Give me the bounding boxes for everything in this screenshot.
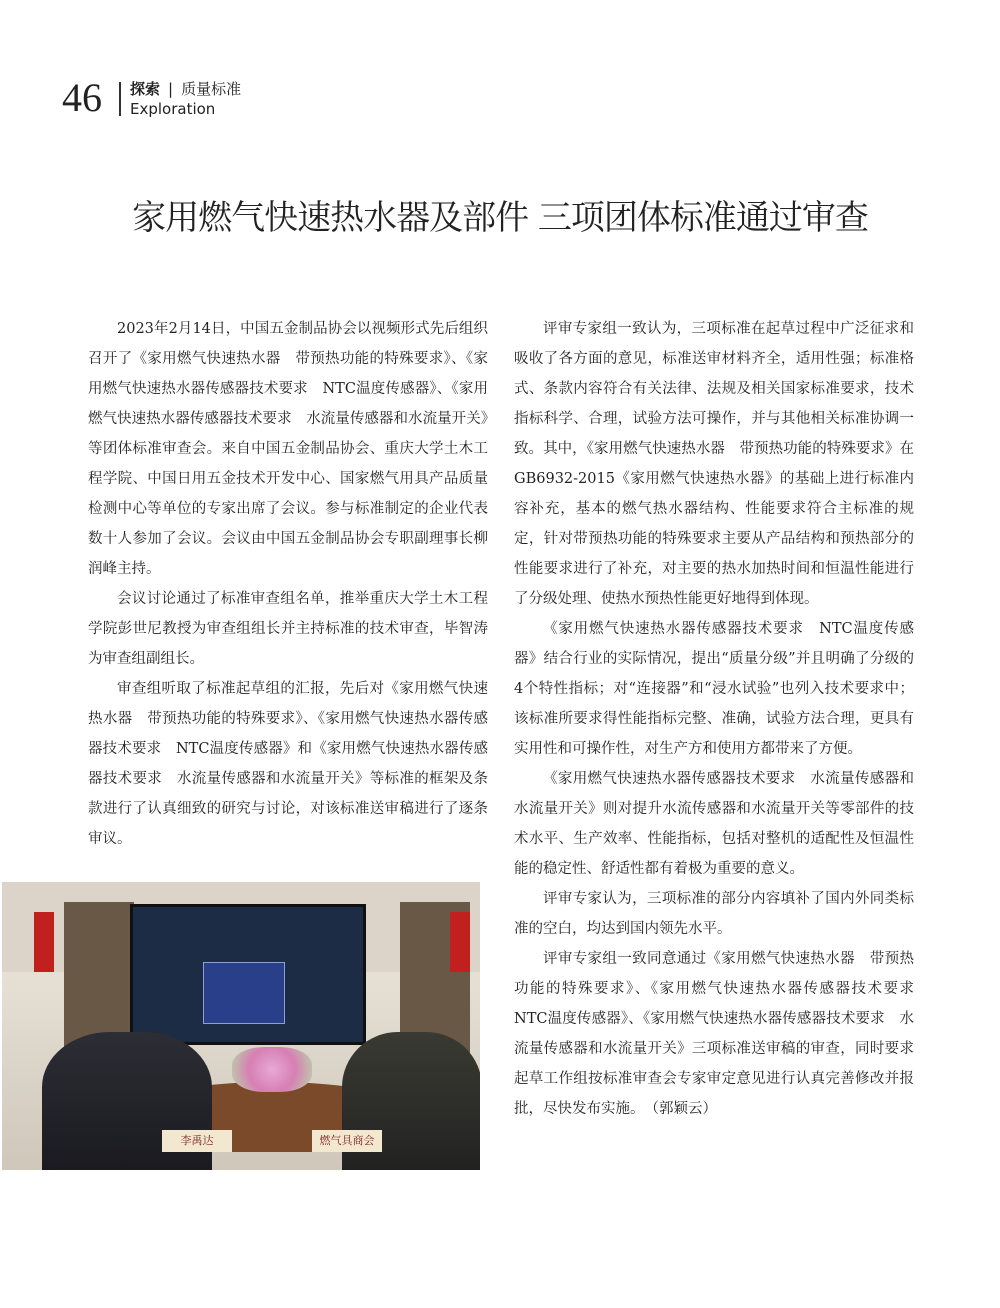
paragraph: 评审专家组一致认为，三项标准在起草过程中广泛征求和吸收了各方面的意见，标准送审材料齐全，适用性强；标准格式、条款内容符合有关法律、法规及相关国家标准要求，技术指标科学、合理，试验方法可操作，并与其他相关标准协调一致。其中，《家用燃气快速热水器 带预热功能的特殊要求》在GB6932-2015《家用燃气快速热水器》的基础上进行标准内容补充，基本的燃气热水器结构、性能要求符合主标准的规定，针对带预热功能的特殊要求主要从产品结构和预热部分的性能要求进行了补充，对主要的热水加热时间和恒温性能进行了分级处理、使热水预热性能更好地得到体现。: [514, 321, 914, 607]
subsection-name: 质量标准: [181, 80, 242, 98]
paragraph: 评审专家组一致同意通过《家用燃气快速热水器 带预热功能的特殊要求》、《家用燃气快速热水器传感器技术要求 NTC温度传感器》、《家用燃气快速热水器传感器技术要求 水流量传感器和水流量开关》三项标准送审稿的审查，同时要求起草工作组按标准审查会专家审定意见进行认真完善修改并报批，尽快发布实施。 （郭颖云）: [514, 951, 929, 1117]
screen-slide: [203, 962, 285, 1024]
paragraph: 评审专家认为，三项标准的部分内容填补了国内外同类标准的空白，均达到国内领先水平。: [514, 891, 914, 937]
flag-left: [34, 912, 54, 972]
section-name: 探索: [130, 80, 161, 98]
name-card: 燃气具商会: [312, 1130, 382, 1152]
flower-arrangement: [232, 1047, 312, 1092]
left-column: [88, 314, 488, 854]
header-divider: [119, 82, 121, 116]
video-screen: [130, 904, 366, 1045]
page-number: 46: [62, 75, 102, 120]
paragraph: 会议讨论通过了标准审查组名单，推举重庆大学土木工程学院彭世尼教授为审查组组长并主持标准的技术审查，毕智涛为审查组副组长。: [88, 591, 488, 667]
paragraph: 《家用燃气快速热水器传感器技术要求 水流量传感器和水流量开关》则对提升水流传感器和水流量开关等零部件的技术水平、生产效率、性能指标，包括对整机的适配性及恒温性能的稳定性、舒适性都有着极为重要的意义。: [514, 771, 914, 877]
paragraph: 《家用燃气快速热水器传感器技术要求 NTC温度传感器》结合行业的实际情况，提出“质量分级”并且明确了分级的4个特性指标；对“连接器”和“浸水试验”也列入技术要求中；该标准所要求得性能指标完整、准确，试验方法合理，更具有实用性和可操作性，对生产方和使用方都带来了方便。: [514, 621, 914, 757]
section-label: [130, 78, 241, 99]
paragraph: 审查组听取了标准起草组的汇报，先后对《家用燃气快速热水器 带预热功能的特殊要求》、《家用燃气快速热水器传感器技术要求 NTC温度传感器》和《家用燃气快速热水器传感器技术要求 水流量传感器和水流量开关》等标准的框架及条款进行了认真细致的研究与讨论，对该标准送审稿进行了逐条审议。: [88, 681, 488, 847]
right-column: [514, 314, 929, 1124]
section-name-en: Exploration: [130, 100, 216, 118]
section-separator: |: [168, 80, 174, 98]
article-title: 家用燃气快速热水器及部件 三项团体标准通过审查: [132, 198, 868, 238]
meeting-photo: [2, 882, 480, 1170]
flag-right: [450, 912, 470, 972]
paragraph: 2023年2月14日，中国五金制品协会以视频形式先后组织召开了《家用燃气快速热水器 带预热功能的特殊要求》、《家用燃气快速热水器传感器技术要求 NTC温度传感器》、《家用燃气快速热水器传感器技术要求 水流量传感器和水流量开关》等团体标准审查会。来自中国五金制品协会、重庆大学土木工程学院、中国日用五金技术开发中心、国家燃气用具产品质量检测中心等单位的专家出席了会议。参与标准制定的企业代表数十人参加了会议。会议由中国五金制品协会专职副理事长柳润峰主持。: [88, 321, 488, 577]
name-card: 李禹达: [162, 1130, 232, 1152]
